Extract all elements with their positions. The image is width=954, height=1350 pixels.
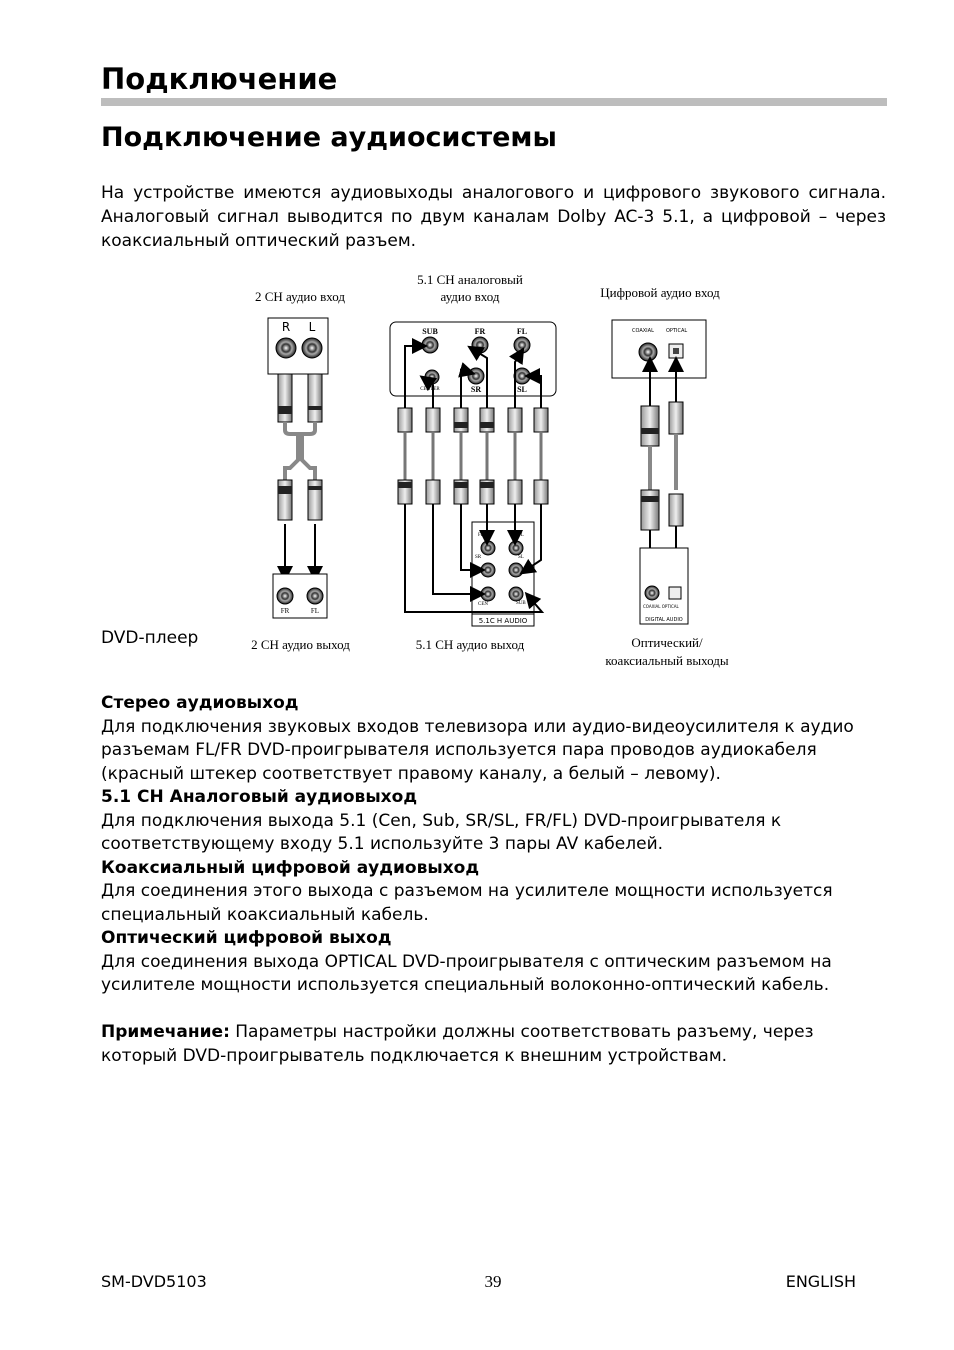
label-51-in-line2: аудио вход xyxy=(440,289,500,304)
out-label-sr: SR xyxy=(475,555,482,560)
digital-audio-label: DIGITAL AUDIO xyxy=(645,617,683,623)
title-divider xyxy=(101,98,887,106)
jack-label-fl: FL xyxy=(516,327,528,336)
section-text-coaxial: Для соединения этого выхода с разъемом на усилителе мощности используется специальный коаксиальный кабель. xyxy=(101,881,833,925)
jack-label-sl: SL xyxy=(517,385,527,394)
label-51-in-line1: 5.1 CH аналоговый xyxy=(417,272,523,287)
footer-language: ENGLISH xyxy=(785,1272,856,1291)
jack-label-sub: SUB xyxy=(422,327,438,336)
section-text-optical: Для соединения выхода OPTICAL DVD-проигрывателя с оптическим разъемом на усилителе мощности используется специальный волоконно-оптический кабель. xyxy=(101,951,832,995)
svg-text:COAXIAL OPTICAL: COAXIAL OPTICAL xyxy=(643,604,679,609)
label-stereo-in: 2 CH аудио вход xyxy=(254,289,346,304)
section-heading-coaxial: Коаксиальный цифровой аудиовыход xyxy=(101,857,480,878)
jack-l xyxy=(302,338,322,358)
section-heading-stereo: Стерео аудиовыход xyxy=(101,693,299,713)
jack-label-center: CENTER xyxy=(420,387,440,392)
dvd-player-label: DVD-плеер xyxy=(101,628,199,648)
stereo-section xyxy=(268,318,328,618)
jack-label-sr: SR xyxy=(470,385,482,394)
note-paragraph xyxy=(101,1021,891,1068)
out-label-cen: CEN xyxy=(478,602,488,607)
analog51-section xyxy=(390,322,556,626)
label-digital-out-line2: коаксиальный выходы xyxy=(605,653,729,668)
footer-page-number: 39 xyxy=(484,1272,502,1291)
connection-diagram xyxy=(260,310,720,630)
jack-r xyxy=(276,338,296,358)
page-title: Подключение аудиосистемы xyxy=(101,122,557,153)
panel-label-fl: FL xyxy=(518,533,524,538)
out-label-sub: SUB xyxy=(516,601,526,606)
label-digital-out-line1: Оптический/ xyxy=(631,635,703,650)
panel-51-label: 5.1C H AUDIO xyxy=(478,617,528,625)
out-label-fl: FL xyxy=(310,607,320,615)
section-text-stereo: Для подключения звуковых входов телевизора или аудио-видеоусилителя к аудио разъемам FL/FR DVD-проигрывателя используется пара проводов аудиокабеля (красный штекер соответствует правому каналу, а белый – левому). xyxy=(101,716,854,784)
section-heading-51: 5.1 CH Аналоговый аудиовыход xyxy=(101,787,418,807)
section-text-51: Для подключения выхода 5.1 (Cen, Sub, SR/SL, FR/FL) DVD-проигрывателя к соответствующему входу 5.1 используйте 3 пары AV кабелей. xyxy=(101,810,782,854)
note-text: Параметры настройки должны соответствовать разъему, через который DVD-проигрыватель подключается к внешним устройствам. xyxy=(101,1022,814,1066)
label-51-out: 5.1 CH аудио выход xyxy=(415,637,525,652)
label-digital-in: Цифровой аудио вход xyxy=(600,285,720,300)
section-heading-optical: Оптический цифровой выход xyxy=(101,928,392,948)
jack-label-l: L xyxy=(308,320,316,334)
jack-label-fr: FR xyxy=(474,327,486,336)
label-stereo-out: 2 CH аудио выход xyxy=(251,637,350,652)
section-title: Подключение xyxy=(101,62,338,96)
intro-paragraph: На устройстве имеются аудиовыходы аналогового и цифрового звукового сигнала. Аналоговый сигнал выводится по двум каналам Dolby AC-3 5.1, а цифровой – через коаксиальный оптический разъем. xyxy=(101,183,886,251)
out-label-fr: FR xyxy=(280,607,290,615)
panel-label-fr: FR xyxy=(478,533,485,538)
jack-label-coaxial: COAXIAL xyxy=(632,328,654,334)
note-label: Примечание: xyxy=(101,1022,230,1042)
footer-model: SM-DVD5103 xyxy=(101,1272,207,1291)
digital-section xyxy=(612,320,706,624)
out-label-sl: SL xyxy=(518,555,524,560)
jack-label-r: R xyxy=(281,320,291,334)
body-text xyxy=(101,692,891,1068)
jack-label-optical: OPTICAL xyxy=(666,328,688,334)
